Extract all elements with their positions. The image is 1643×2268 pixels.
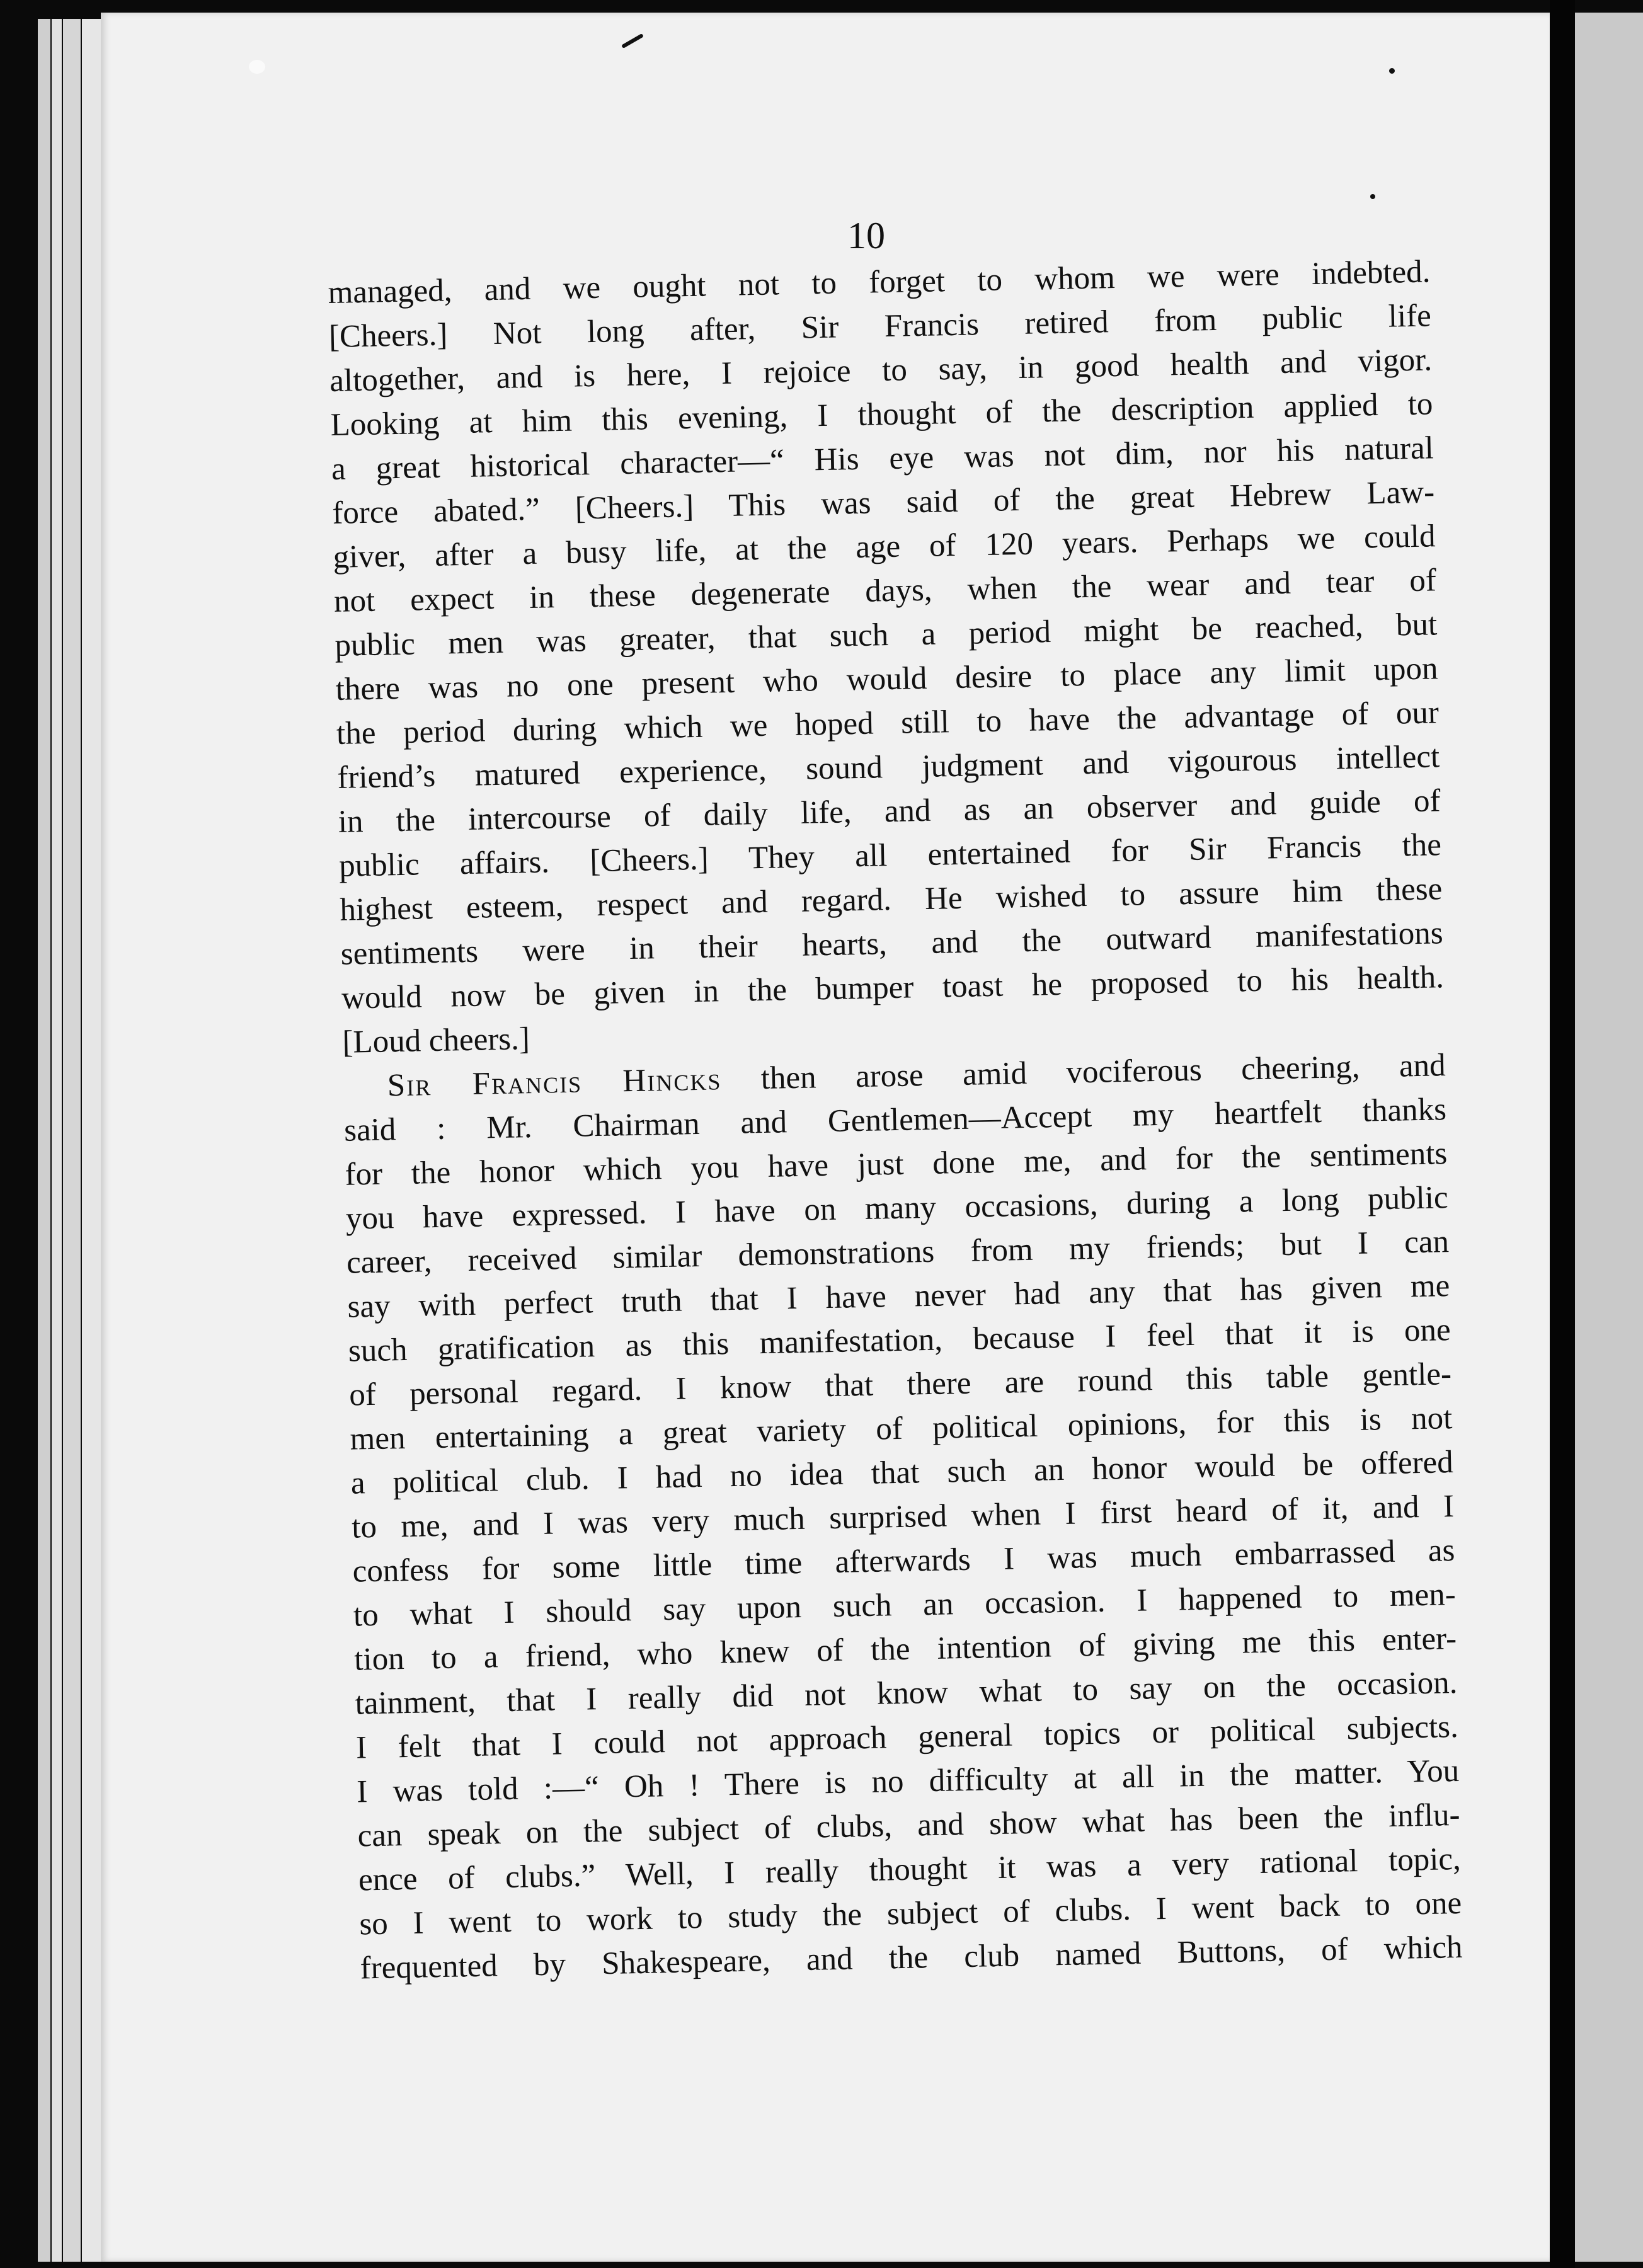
text-line: highest esteem, respect and regard. He wished to assure him these	[339, 871, 1443, 928]
body-text	[328, 249, 1463, 1990]
text-line: ence of clubs.” Well, I really thought it was a very rational topic,	[358, 1841, 1462, 1898]
text-line: [Loud cheers.]	[341, 1021, 530, 1060]
paragraph	[328, 249, 1445, 1064]
text-fragment: then arose amid vociferous cheering, and	[760, 1048, 1446, 1097]
text-line: not expect in these degenerate days, when the wear and tear of	[333, 563, 1437, 619]
text-line: so I went to work to study the subject of clubs. I went back to one	[358, 1885, 1462, 1942]
text-line: tainment, that I really did not know what to say on the occasion.	[355, 1664, 1458, 1722]
text-line: to me, and I was very much surprised when I first heard of it, and I	[351, 1489, 1455, 1545]
text-line: a great historical character—“ His eye was not dim, nor his natural	[331, 430, 1434, 487]
text-line: managed, and we ought not to forget to whom we were indebted.	[328, 254, 1431, 311]
text-line: of personal regard. I know that there are round this table gentle-	[348, 1356, 1452, 1413]
text-line: in the intercourse of daily life, and as an observer and guide of	[338, 783, 1441, 840]
text-line: frequented by Shakespeare, and the club named Buttons, of which	[360, 1929, 1463, 1986]
page-edge-strip	[82, 19, 101, 2262]
adjacent-page-edge	[1575, 13, 1643, 2262]
text-line: such gratification as this manifestation, because I feel that it is one	[348, 1312, 1451, 1369]
text-line: sentiments were in their hearts, and the outward manifestations	[340, 915, 1444, 972]
text-line: tion to a friend, who knew of the intention of giving me this enter-	[353, 1621, 1457, 1678]
text-line: I was told :—“ Oh ! There is no difficulty at all in the matter. You	[356, 1753, 1460, 1810]
text-line: say with perfect truth that I have never had any that has given me	[347, 1268, 1450, 1325]
text-line: friend’s matured experience, sound judgment and vigourous intellect	[336, 739, 1440, 796]
page-edge-strip	[38, 19, 50, 2262]
text-line: confess for some little time afterwards I was much embarrassed as	[352, 1533, 1455, 1589]
text-line: I felt that I could not approach general topics or political subjects.	[355, 1709, 1459, 1766]
text-line: can speak on the subject of clubs, and show what has been the influ-	[357, 1797, 1460, 1854]
text-line: to what I should say upon such an occasion. I happened to men-	[353, 1577, 1457, 1634]
text-line: public men was greater, that such a period might be reached, but	[334, 607, 1438, 663]
page-edge-strip	[52, 19, 62, 2262]
scan-speck	[1389, 68, 1395, 74]
text-line: Looking at him this evening, I thought of the description applied to	[330, 386, 1433, 443]
text-line: said : Mr. Chairman and Gentlemen—Accept my heartfelt thanks	[343, 1092, 1447, 1148]
text-line: force abated.” [Cheers.] This was said of the great Hebrew Law-	[331, 474, 1435, 531]
text-line: altogether, and is here, I rejoice to say, in good health and vigor.	[329, 342, 1433, 399]
text-line: giver, after a busy life, at the age of 120 years. Perhaps we could	[333, 518, 1436, 575]
text-line: public affairs. [Cheers.] They all entertained for Sir Francis the	[338, 827, 1442, 884]
text-line: would now be given in the bumper toast he proposed to his health.	[341, 959, 1445, 1016]
page-number: 10	[847, 215, 885, 256]
scan-speck	[249, 60, 265, 74]
text-line: for the honor which you have just done me, and for the sentiments	[345, 1136, 1448, 1193]
page-edge-strip	[63, 19, 81, 2262]
text-line: men entertaining a great variety of political opinions, for this is not	[350, 1400, 1453, 1457]
text-line: you have expressed. I have on many occasions, during a long public	[345, 1180, 1449, 1237]
text-line: there was no one present who would desire to place any limit upon	[335, 651, 1438, 707]
text-line: career, received similar demonstrations from my friends; but I can	[346, 1224, 1450, 1281]
speaker-name: Sir Francis Hincks	[387, 1062, 722, 1104]
text-line: the period during which we hoped still to have the advantage of our	[336, 695, 1440, 752]
gutter-shadow	[1550, 0, 1575, 2268]
scan-speck	[1370, 194, 1375, 199]
text-line: a political club. I had no idea that such an honor would be offered	[350, 1445, 1454, 1501]
paragraph	[343, 1043, 1463, 1990]
text-line: [Cheers.] Not long after, Sir Francis retired from public life	[328, 298, 1432, 355]
